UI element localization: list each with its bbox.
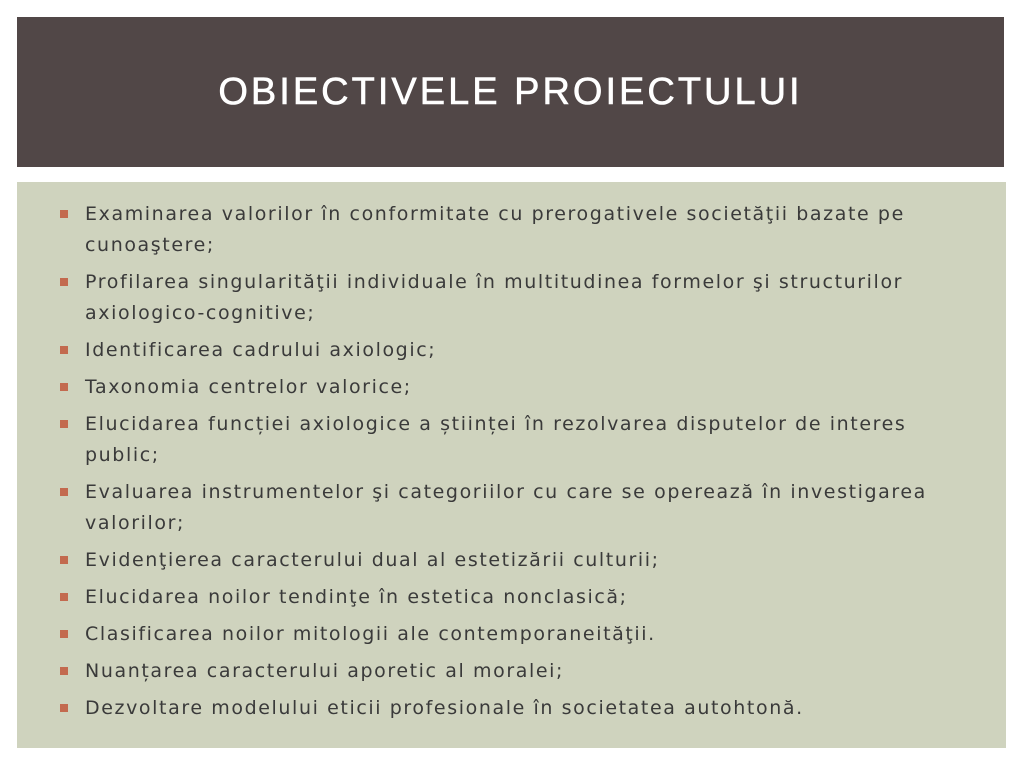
bullet-item (60, 372, 976, 403)
square-bullet-icon (60, 593, 68, 601)
bullet-item (60, 199, 976, 261)
square-bullet-icon (60, 704, 68, 712)
square-bullet-icon (60, 420, 68, 428)
bullet-item (60, 545, 976, 576)
bullet-item (60, 335, 976, 366)
bullet-item (60, 267, 976, 329)
bullet-text: Nuanțarea caracterului aporetic al moralei; (85, 660, 565, 682)
bullet-text: Dezvoltare modelului eticii profesionale în societatea autohtonă. (85, 697, 804, 719)
square-bullet-icon (60, 278, 68, 286)
bullet-item (60, 619, 976, 650)
bullet-text: Identificarea cadrului axiologic; (85, 339, 437, 361)
square-bullet-icon (60, 630, 68, 638)
bullet-text: Evaluarea instrumentelor şi categoriilor cu care se operează în investigarea valorilor; (85, 481, 927, 534)
bullet-text: Evidenţierea caracterului dual al estetizării culturii; (85, 549, 660, 571)
slide-title: OBIECTIVELE PROIECTULUI (218, 70, 803, 113)
content-panel (17, 182, 1006, 748)
bullet-text: Elucidarea funcției axiologice a științei în rezolvarea disputelor de interes public; (85, 413, 907, 466)
bullet-text: Examinarea valorilor în conformitate cu prerogativele societăţii bazate pe cunoaştere; (85, 203, 905, 256)
square-bullet-icon (60, 556, 68, 564)
bullet-text: Taxonomia centrelor valorice; (85, 376, 412, 398)
square-bullet-icon (60, 346, 68, 354)
bullet-item (60, 656, 976, 687)
bullet-text: Clasificarea noilor mitologii ale contemporaneităţii. (85, 623, 656, 645)
bullet-item (60, 477, 976, 539)
bullet-item (60, 693, 976, 724)
square-bullet-icon (60, 383, 68, 391)
bullet-list (60, 199, 976, 724)
square-bullet-icon (60, 210, 68, 218)
title-bar (17, 17, 1004, 167)
bullet-text: Elucidarea noilor tendinţe în estetica nonclasică; (85, 586, 628, 608)
bullet-item (60, 409, 976, 471)
square-bullet-icon (60, 488, 68, 496)
bullet-item (60, 582, 976, 613)
square-bullet-icon (60, 667, 68, 675)
bullet-text: Profilarea singularităţii individuale în multitudinea formelor şi structurilor axiologico-cognitive; (85, 271, 904, 324)
